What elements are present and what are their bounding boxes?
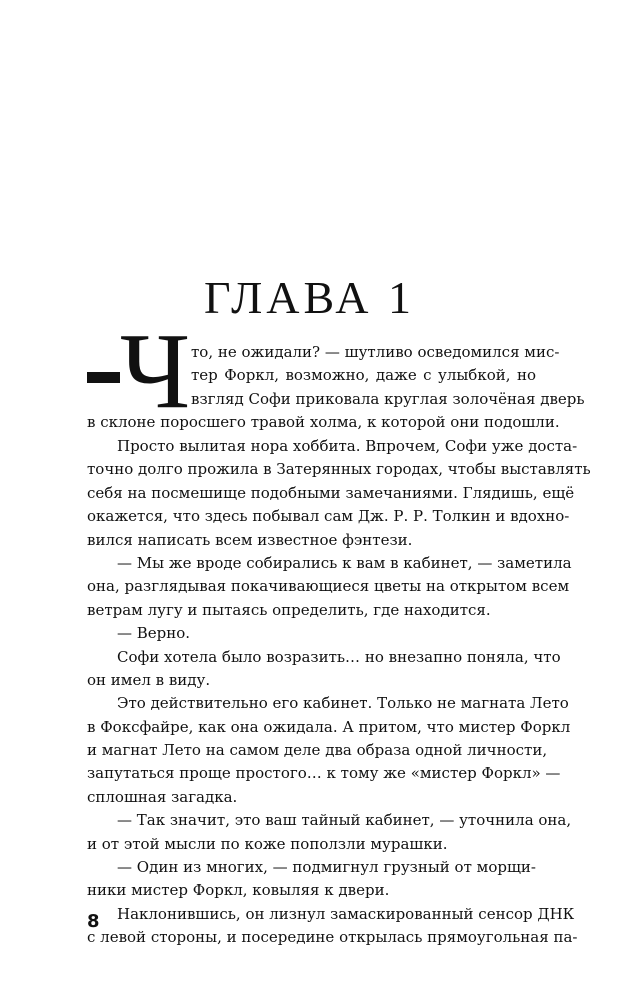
paragraph xyxy=(87,809,572,856)
text-line: и магнат Лето на самом деле два образа одной личности, xyxy=(87,741,548,760)
text-line: Наклонившись, он лизнул замаскированный сенсор ДНК xyxy=(117,904,575,923)
text-line: Софи хотела было возразить… но внезапно поняла, что xyxy=(117,647,561,666)
paragraph xyxy=(87,552,572,622)
paragraph xyxy=(87,903,578,950)
text-line: — Мы же вроде собирались к вам в кабинет, — заметила xyxy=(117,553,572,572)
text-line: — Верно. xyxy=(117,624,191,643)
text-line: себя на посмешище подобными замечаниями. Глядишь, ещё xyxy=(87,483,575,502)
paragraph xyxy=(87,646,561,693)
text-line: Просто вылитая нора хоббита. Впрочем, Софи уже доста- xyxy=(117,437,578,455)
chapter-title: ГЛАВА 1 xyxy=(203,272,416,323)
paragraph xyxy=(87,435,591,552)
text-line: вился написать всем известное фэнтези. xyxy=(87,530,413,549)
text-line: и от этой мысли по коже поползли мурашки. xyxy=(87,834,448,853)
text-line: в Фоксфайре, как она ожидала. А притом, что мистер Форкл xyxy=(87,717,571,736)
text-line: Это действительно его кабинет. Только не магната Лето xyxy=(117,694,569,713)
chapter-body xyxy=(87,312,591,950)
drop-cap-dash xyxy=(87,372,120,383)
text-line: сплошная загадка. xyxy=(87,787,238,806)
text-line: окажется, что здесь побывал сам Дж. Р. Р. Толкин и вдохно- xyxy=(87,507,570,526)
text-line: ветрам лугу и пытаясь определить, где находится. xyxy=(87,600,491,619)
text-line: точно долго прожила в Затерянных городах, чтобы выставлять xyxy=(87,460,591,479)
text-line: то, не ожидали? — шутливо осведомился мис- xyxy=(191,343,560,361)
text-line: в склоне поросшего травой холма, к которой они подошли. xyxy=(87,413,560,432)
text-line: запутаться проще простого… к тому же «мистер Форкл» — xyxy=(87,764,561,783)
text-line: — Так значит, это ваш тайный кабинет, — уточнила она, xyxy=(117,811,572,830)
text-line: — Один из многих, — подмигнул грузный от морщи- xyxy=(117,858,536,877)
text-line: ники мистер Форкл, ковыляя к двери. xyxy=(87,881,390,900)
text-line: с левой стороны, и посередине открылась прямоугольная па- xyxy=(87,928,578,947)
page-number: 8 xyxy=(87,911,100,932)
text-line: она, разглядывая покачивающиеся цветы на открытом всем xyxy=(87,577,570,596)
opening-paragraph xyxy=(87,312,585,435)
text-line: он имел в виду. xyxy=(87,670,211,689)
paragraph xyxy=(87,856,536,903)
text-line: взгляд Софи приковала круглая золочёная дверь xyxy=(191,389,585,408)
paragraph xyxy=(87,692,571,809)
text-line: тер Форкл, возможно, даже с улыбкой, но xyxy=(191,366,536,385)
drop-cap-letter: Ч xyxy=(120,312,191,431)
paragraph xyxy=(87,622,536,645)
